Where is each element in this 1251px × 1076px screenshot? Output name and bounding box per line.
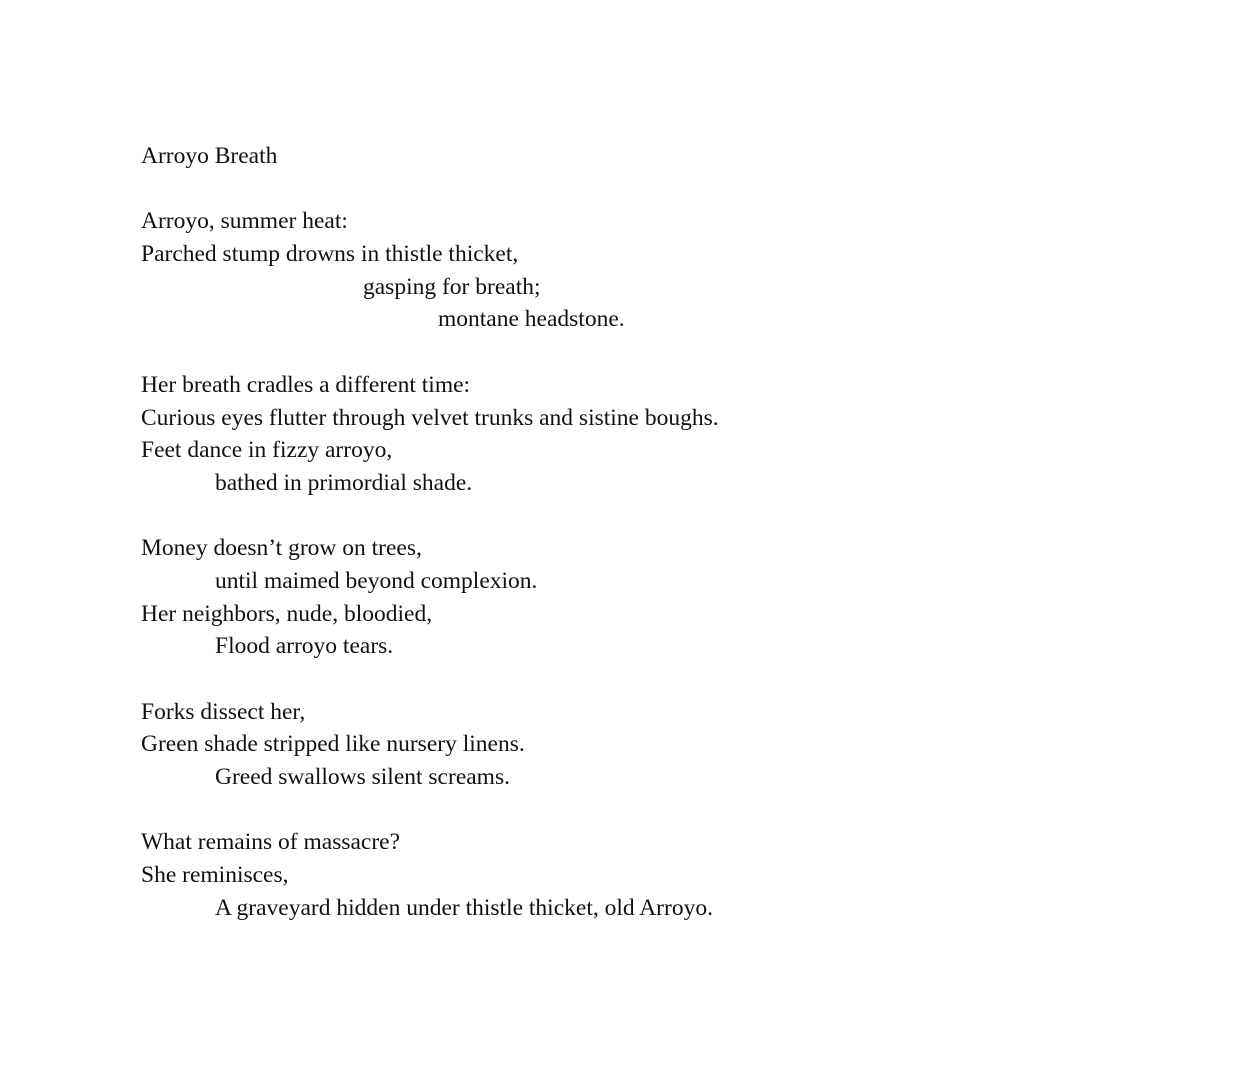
poem-line: bathed in primordial shade. (215, 469, 473, 496)
poem-line: Money doesn’t grow on trees, (141, 535, 422, 562)
poem-line: Her breath cradles a different time: (141, 371, 471, 398)
poem-line: Her neighbors, nude, bloodied, (141, 600, 433, 627)
poem-line: Feet dance in fizzy arroyo, (141, 437, 393, 464)
poem-line: Curious eyes flutter through velvet trunks and sistine boughs. (141, 404, 719, 431)
poem-line: Flood arroyo tears. (215, 633, 394, 660)
poem (141, 140, 1141, 925)
stanza-break (141, 663, 1141, 696)
poem-line: What remains of massacre? (141, 829, 401, 856)
poem-line: Arroyo, summer heat: (141, 208, 348, 235)
stanza-3 (141, 532, 1141, 663)
poem-line: montane headstone. (438, 306, 625, 333)
stanza-break (141, 500, 1141, 533)
stanza-2 (141, 369, 1141, 500)
stanza-1 (141, 205, 1141, 336)
stanza-break (141, 336, 1141, 369)
stanza-5 (141, 826, 1141, 924)
poem-line: Greed swallows silent screams. (215, 764, 510, 791)
poem-title: Arroyo Breath (141, 143, 278, 169)
poem-line: She reminisces, (141, 862, 289, 889)
stanza-break (141, 794, 1141, 827)
poem-line: until maimed beyond complexion. (215, 567, 538, 594)
poem-line: Parched stump drowns in thistle thicket, (141, 241, 519, 268)
stanza-break (141, 173, 1141, 206)
stanza-4 (141, 696, 1141, 794)
poem-line: Green shade stripped like nursery linens. (141, 731, 525, 758)
poem-line: A graveyard hidden under thistle thicket, old Arroyo. (215, 894, 713, 921)
poem-line: Forks dissect her, (141, 698, 306, 725)
poem-line: gasping for breath; (363, 273, 541, 300)
